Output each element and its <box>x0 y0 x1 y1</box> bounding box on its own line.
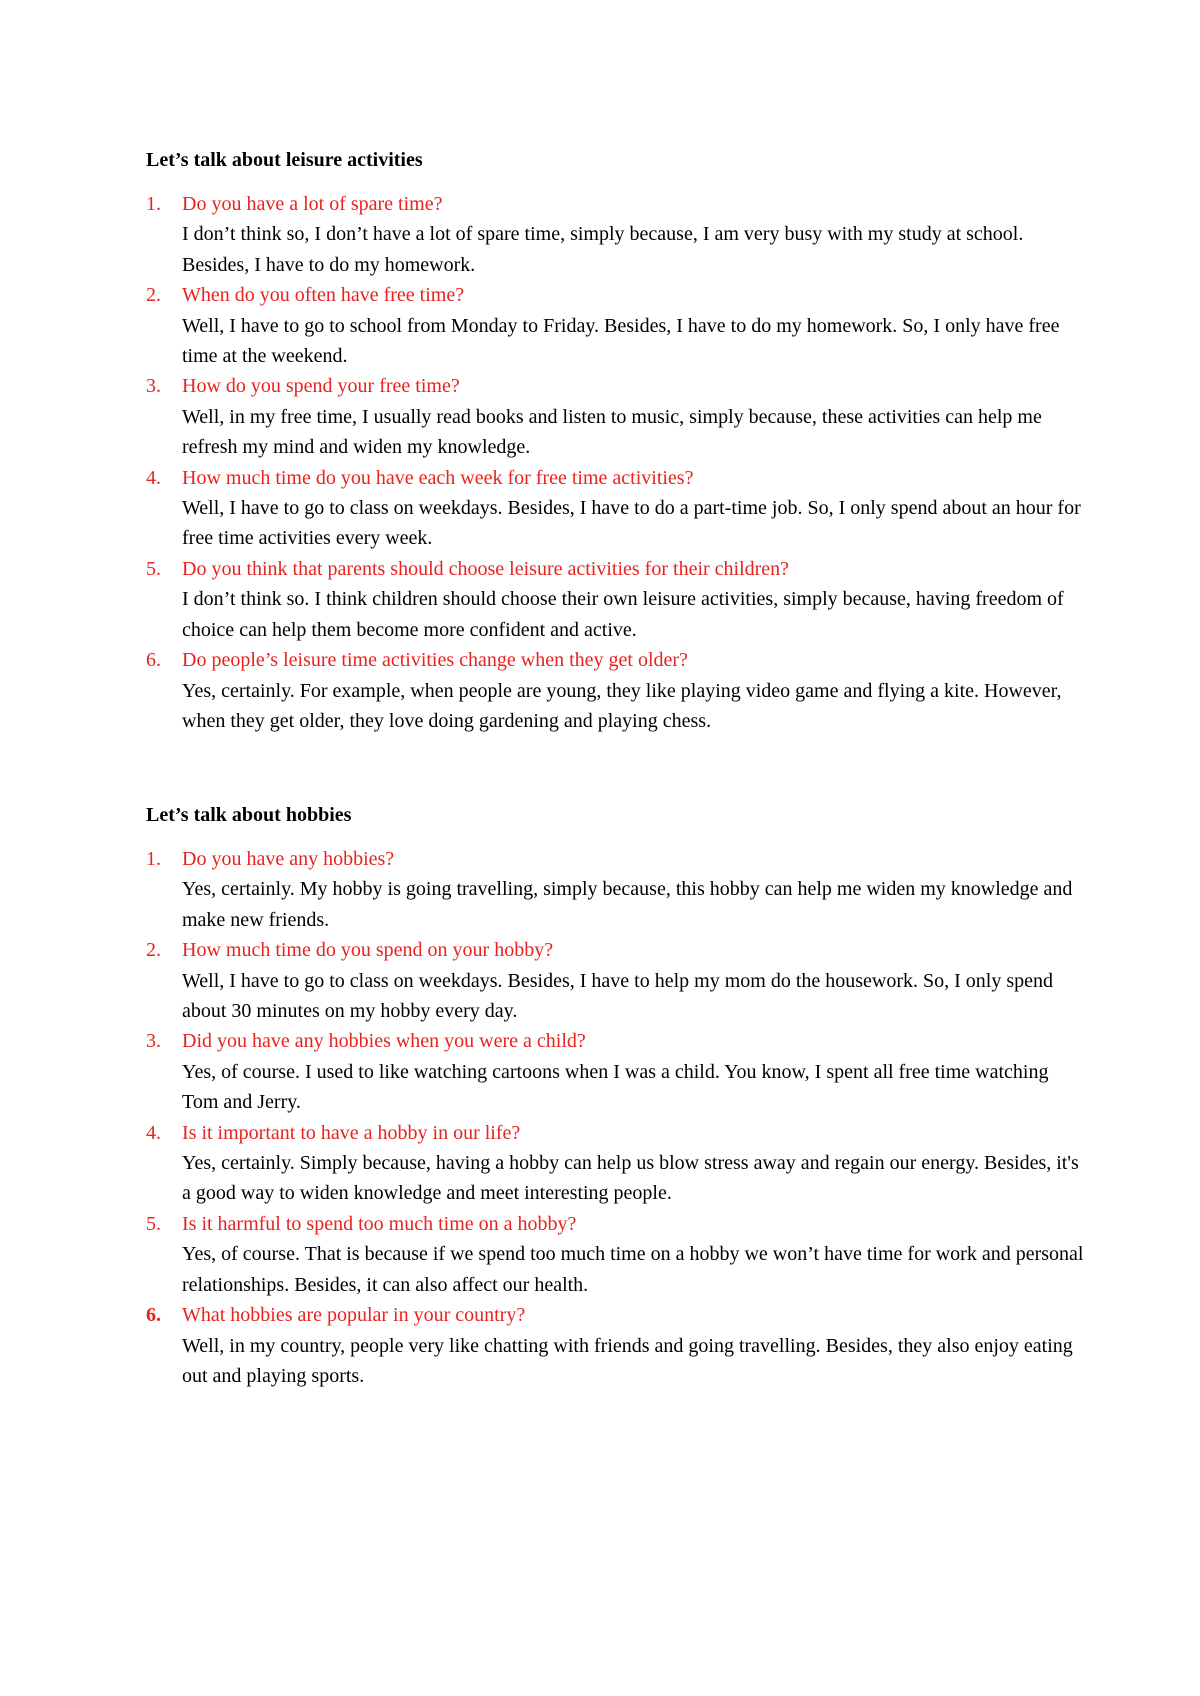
section-hobbies <box>146 800 1086 1391</box>
item-number: 5. <box>146 1212 161 1235</box>
question-text: Do you think that parents should choose leisure activities for their children? <box>182 557 790 580</box>
question-text: Is it important to have a hobby in our life? <box>182 1121 521 1144</box>
list-item <box>146 463 1086 554</box>
list-item <box>146 1118 1086 1209</box>
question-text: What hobbies are popular in your country? <box>182 1304 526 1327</box>
answer-text: Well, in my country, people very like chatting with friends and going travelling. Besides, they also enjoy eating out and playing sports. <box>182 1334 1073 1387</box>
item-number: 5. <box>146 557 161 580</box>
question-text: Do people’s leisure time activities change when they get older? <box>182 649 688 672</box>
item-number: 4. <box>146 466 161 489</box>
question-text: Do you have a lot of spare time? <box>182 193 443 215</box>
list-item <box>146 935 1086 1026</box>
question-text: How much time do you have each week for free time activities? <box>182 466 694 489</box>
answer-text: Well, in my free time, I usually read books and listen to music, simply because, these activities can help me refresh my mind and widen my knowledge. <box>182 405 1042 459</box>
qa-list <box>146 844 1086 1391</box>
item-number: 1. <box>146 848 161 870</box>
list-item <box>146 1209 1086 1300</box>
answer-text: Yes, certainly. Simply because, having a hobby can help us blow stress away and regain our energy. Besides, it's a good way to widen knowledge and meet interesting people. <box>182 1152 1079 1205</box>
item-number: 2. <box>146 939 161 962</box>
item-number: 6. <box>146 649 161 672</box>
list-item <box>146 1026 1086 1117</box>
list-item <box>146 844 1086 935</box>
question-text: Do you have any hobbies? <box>182 848 395 870</box>
question-text: Did you have any hobbies when you were a child? <box>182 1030 586 1053</box>
item-number: 3. <box>146 1030 161 1053</box>
answer-text: Yes, certainly. My hobby is going travelling, simply because, this hobby can help me widen my knowledge and make new friends. <box>182 878 1073 931</box>
answer-text: I don’t think so, I don’t have a lot of spare time, simply because, I am very busy with my study at school. Besides, I have to do my homework. <box>182 223 1024 276</box>
list-item <box>146 554 1086 645</box>
item-number: 2. <box>146 284 161 307</box>
section-leisure-activities <box>146 145 1086 736</box>
question-text: Is it harmful to spend too much time on a hobby? <box>182 1212 577 1235</box>
answer-text: Yes, of course. That is because if we spend too much time on a hobby we won’t have time for work and personal relationships. Besides, it can also affect our health. <box>182 1243 1084 1296</box>
question-text: How much time do you spend on your hobby? <box>182 939 554 962</box>
answer-text: I don’t think so. I think children should choose their own leisure activities, simply because, having freedom of choice can help them become more confident and active. <box>182 588 1064 641</box>
answer-text: Well, I have to go to class on weekdays. Besides, I have to help my mom do the housework. So, I only spend about 30 minutes on my hobby every day. <box>182 969 1054 1023</box>
list-item <box>146 371 1086 462</box>
list-item <box>146 1300 1086 1391</box>
question-text: When do you often have free time? <box>182 284 465 307</box>
item-number: 4. <box>146 1121 161 1144</box>
answer-text: Well, I have to go to class on weekdays. Besides, I have to do a part-time job. So, I only spend about an hour for free time activities every week. <box>182 497 1081 550</box>
question-text: How do you spend your free time? <box>182 375 460 398</box>
list-item <box>146 645 1086 736</box>
qa-list <box>146 189 1086 736</box>
item-number: 6. <box>146 1304 161 1327</box>
section-title: Let’s talk about leisure activities <box>146 149 423 171</box>
section-title: Let’s talk about hobbies <box>146 804 352 826</box>
list-item <box>146 280 1086 371</box>
answer-text: Well, I have to go to school from Monday to Friday. Besides, I have to do my homework. So, I only have free time at the weekend. <box>182 314 1060 368</box>
item-number: 3. <box>146 375 161 398</box>
item-number: 1. <box>146 193 161 215</box>
answer-text: Yes, of course. I used to like watching cartoons when I was a child. You know, I spent all free time watching Tom and Jerry. <box>182 1060 1049 1114</box>
answer-text: Yes, certainly. For example, when people are young, they like playing video game and flying a kite. However, when they get older, they love doing gardening and playing chess. <box>182 679 1062 732</box>
list-item <box>146 189 1086 280</box>
